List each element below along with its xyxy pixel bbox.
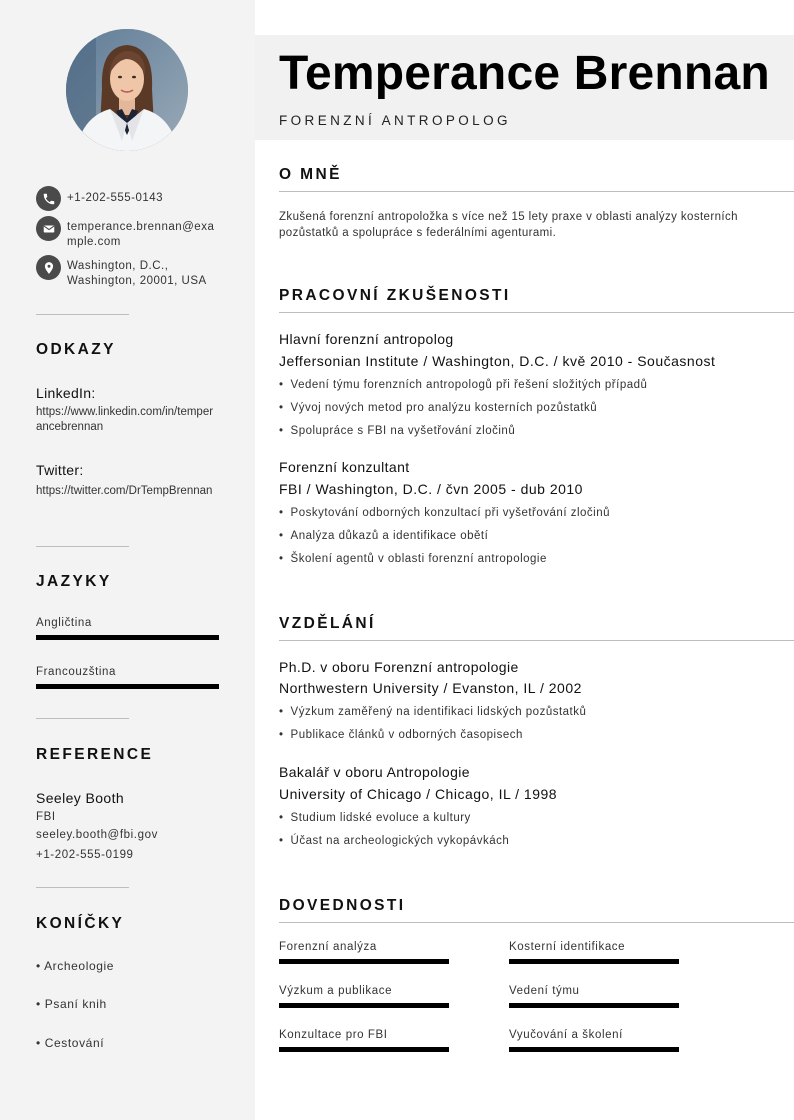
location-pin-icon [36, 255, 61, 280]
skill-level-bar [509, 959, 679, 964]
language-name: Angličtina [36, 617, 92, 629]
languages-heading: JAZYKY [36, 573, 112, 590]
phone-icon [36, 186, 61, 211]
experience-heading: PRACOVNÍ ZKUŠENOSTI [279, 287, 511, 304]
experience-bullet: • Poskytování odborných konzultací při vyšetřování zločinů [279, 507, 610, 519]
references-heading: REFERENCE [36, 746, 154, 763]
section-rule [279, 922, 794, 923]
experience-bullet: • Analýza důkazů a identifikace obětí [279, 530, 488, 542]
education-title: Bakalář v oboru Antropologie [279, 764, 470, 780]
experience-subtitle: Jeffersonian Institute / Washington, D.C. / kvě 2010 - Současnost [279, 353, 716, 369]
hobby-item: • Cestování [36, 1036, 105, 1050]
reference-org: FBI [36, 811, 56, 823]
language-level-bar [36, 635, 219, 640]
hobbies-heading: KONÍČKY [36, 915, 125, 932]
skill-level-bar [279, 1047, 449, 1052]
profile-photo [66, 29, 188, 151]
skill-name: Kosterní identifikace [509, 941, 626, 953]
skill-level-bar [279, 1003, 449, 1008]
section-rule [279, 191, 794, 192]
skill-level-bar [509, 1003, 679, 1008]
sidebar-divider [36, 887, 129, 888]
experience-title: Forenzní konzultant [279, 459, 410, 475]
contact-email [36, 216, 217, 250]
education-heading: VZDĚLÁNÍ [279, 615, 376, 632]
skill-name: Vedení týmu [509, 985, 580, 997]
language-level-bar [36, 684, 219, 689]
twitter-url[interactable]: https://twitter.com/DrTempBrennan [36, 485, 213, 497]
main-content [255, 0, 794, 1120]
experience-bullet: • Školení agentů v oblasti forenzní antropologie [279, 553, 547, 565]
experience-bullet: • Spolupráce s FBI na vyšetřování zločinů [279, 425, 515, 437]
education-title: Ph.D. v oboru Forenzní antropologie [279, 659, 519, 675]
person-name: Temperance Brennan [279, 47, 770, 100]
reference-phone: +1-202-555-0199 [36, 849, 134, 861]
education-bullet: • Studium lidské evoluce a kultury [279, 812, 471, 824]
education-bullet: • Účast na archeologických vykopávkách [279, 835, 509, 847]
twitter-label: Twitter: [36, 462, 84, 478]
sidebar [0, 0, 255, 1120]
address-line-2: Washington, 20001, USA [67, 275, 207, 287]
section-rule [279, 640, 794, 641]
phone-text: +1-202-555-0143 [67, 192, 164, 204]
skill-level-bar [279, 959, 449, 964]
reference-name: Seeley Booth [36, 790, 125, 806]
skill-name: Výzkum a publikace [279, 985, 393, 997]
hobby-item: • Psaní knih [36, 997, 107, 1011]
about-heading: O MNĚ [279, 166, 342, 183]
skill-name: Konzultace pro FBI [279, 1029, 388, 1041]
education-bullet: • Výzkum zaměřený na identifikaci lidských pozůstatků [279, 706, 586, 718]
contact-phone [36, 186, 217, 211]
address-text [67, 259, 217, 289]
portrait-image [66, 29, 188, 151]
skills-heading: DOVEDNOSTI [279, 897, 406, 914]
skill-name: Vyučování a školení [509, 1029, 623, 1041]
experience-bullet: • Vedení týmu forenzních antropologů při řešení složitých případů [279, 379, 647, 391]
mail-icon [36, 216, 61, 241]
section-rule [279, 312, 794, 313]
experience-bullet: • Vývoj nových metod pro analýzu kosterních pozůstatků [279, 402, 597, 414]
reference-email[interactable]: seeley.booth@fbi.gov [36, 829, 158, 841]
sidebar-divider [36, 546, 129, 547]
experience-title: Hlavní forenzní antropolog [279, 331, 454, 347]
linkedin-label: LinkedIn: [36, 385, 96, 401]
language-name: Francouzština [36, 666, 117, 678]
sidebar-divider [36, 718, 129, 719]
education-subtitle: Northwestern University / Evanston, IL / 2002 [279, 680, 582, 696]
about-text: Zkušená forenzní antropoložka s více než 15 lety praxe v oblasti analýzy kosterních pozůstatků a spolupráce s federálními agenturami. [279, 211, 738, 239]
email-text[interactable]: temperance.brennan@example.com [67, 221, 215, 248]
hobby-item: • Archeologie [36, 959, 115, 973]
linkedin-url[interactable]: https://www.linkedin.com/in/temperancebrennan [36, 406, 214, 433]
address-line-1: Washington, D.C., [67, 260, 169, 272]
sidebar-divider [36, 314, 129, 315]
contact-address [36, 255, 217, 289]
job-title: FORENZNÍ ANTROPOLOG [279, 113, 511, 128]
education-subtitle: University of Chicago / Chicago, IL / 1998 [279, 786, 558, 802]
experience-subtitle: FBI / Washington, D.C. / čvn 2005 - dub 2010 [279, 481, 583, 497]
skill-level-bar [509, 1047, 679, 1052]
skill-name: Forenzní analýza [279, 941, 377, 953]
education-bullet: • Publikace článků v odborných časopisech [279, 729, 523, 741]
links-heading: ODKAZY [36, 341, 116, 358]
